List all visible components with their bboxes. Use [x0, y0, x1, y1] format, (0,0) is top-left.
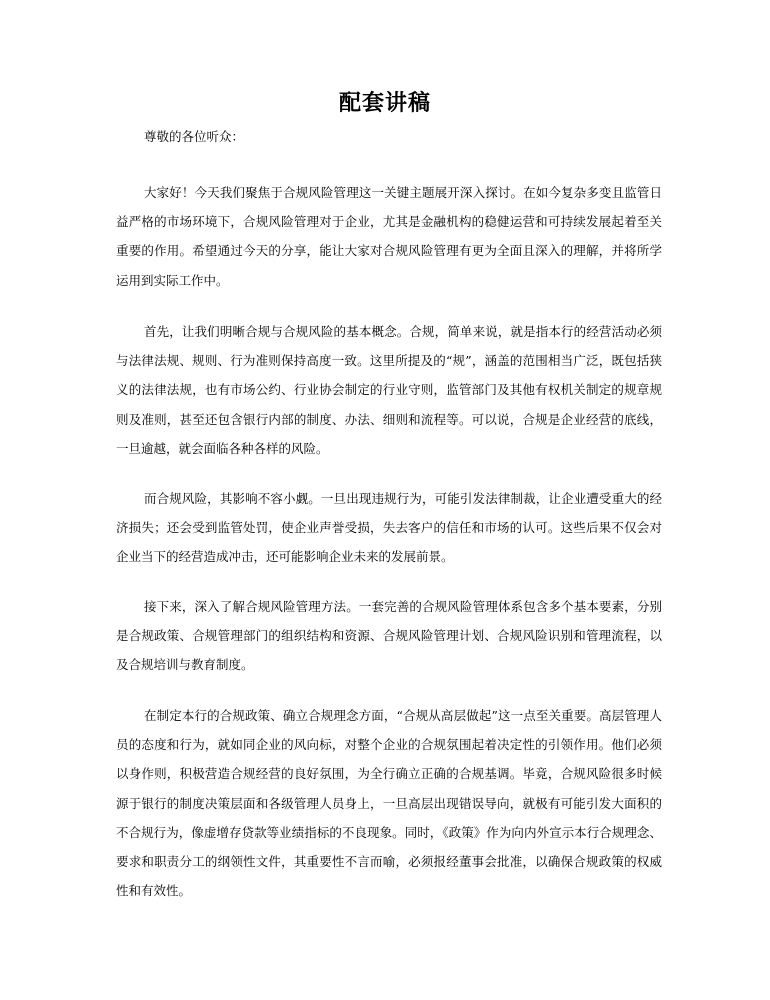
paragraph-concepts: 首先，让我们明晰合规与合规风险的基本概念。合规，简单来说，就是指本行的经营活动必须与法律法规、规则、行为准则保持高度一致。这里所提及的“规”，涵盖的范围相当广泛，既包括狭义的法律法规，也有市场公约、行业协会制定的行业守则，监管部门及其他有权机关制定的规章规则及准则，甚至还包含银行内部的制度、办法、细则和流程等。可以说，合规是企业经营的底线，一旦逾越，就会面临各种各样的风险。 — [116, 324, 662, 456]
page-title: 配套讲稿 — [338, 90, 431, 116]
paragraph-methods: 接下来，深入了解合规风险管理方法。一套完善的合规风险管理体系包含多个基本要素，分别是合规政策、合规管理部门的组织结构和资源、合规风险管理计划、合规风险识别和管理流程，以及合规培训与教育制度。 — [116, 599, 662, 673]
paragraph-intro: 大家好！今天我们聚焦于合规风险管理这一关键主题展开深入探讨。在如今复杂多变且监管日益严格的市场环境下，合规风险管理对于企业，尤其是金融机构的稳健运营和可持续发展起着至关重要的作用。希望通过今天的分享，能让大家对合规风险管理有更为全面且深入的理解，并将所学运用到实际工作中。 — [116, 185, 662, 288]
paragraph-policy: 在制定本行的合规政策、确立合规理念方面，“合规从高层做起”这一点至关重要。高层管理人员的态度和行为，就如同企业的风向标，对整个企业的合规氛围起着决定性的引领作用。他们必须以身作则，积极营造合规经营的良好氛围，为全行确立正确的合规基调。毕竟，合规风险很多时候源于银行的制度决策层面和各级管理人员身上，一旦高层出现错误导向，就极有可能引发大面积的不合规行为，像虚增存贷款等业绩指标的不良现象。同时，《政策》作为向内外宣示本行合规理念、要求和职责分工的纲领性文件，其重要性不言而喻，必须报经董事会批准，以确保合规政策的权威性和有效性。 — [116, 708, 662, 899]
greeting: 尊敬的各位听众： — [144, 129, 245, 144]
paragraph-risk: 而合规风险，其影响不容小觑。一旦出现违规行为，可能引发法律制裁，让企业遭受重大的经济损失；还会受到监管处罚，使企业声誉受损，失去客户的信任和市场的认可。这些后果不仅会对企业当下的经营造成冲击，还可能影响企业未来的发展前景。 — [116, 491, 662, 565]
